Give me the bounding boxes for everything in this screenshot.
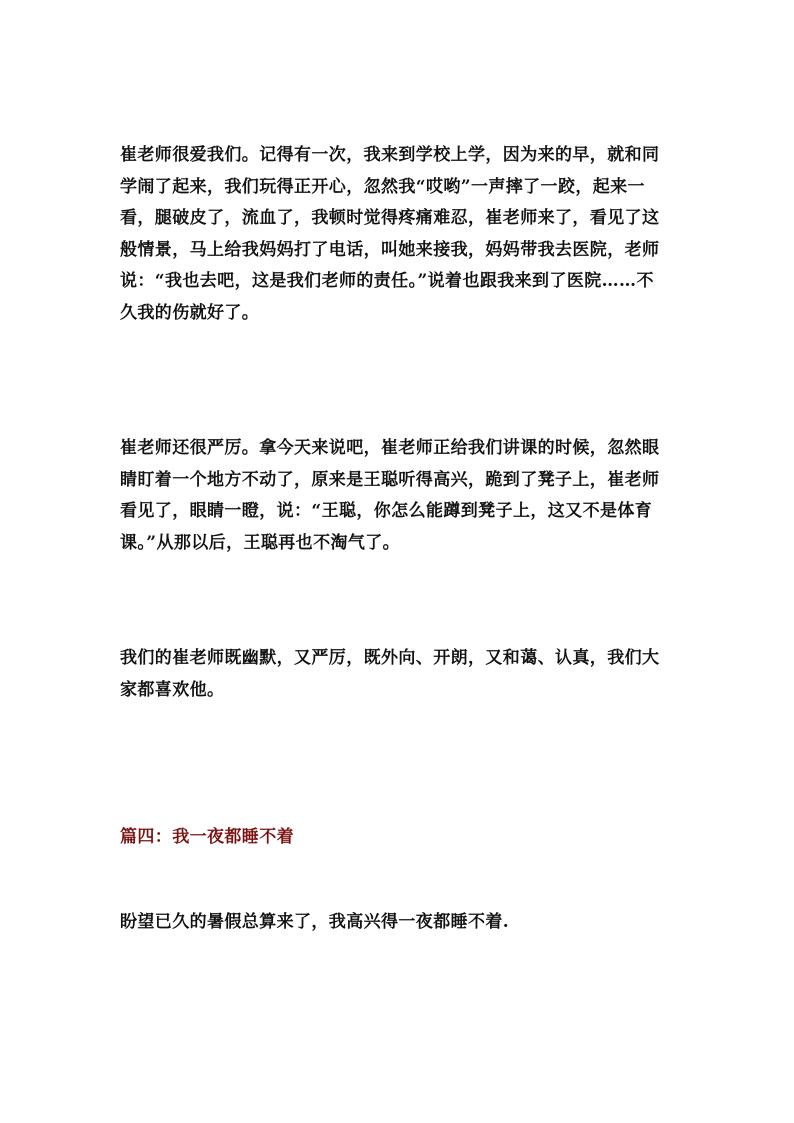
paragraph-summer-vacation: 盼望已久的暑假总算来了，我高兴得一夜都睡不着.	[120, 912, 510, 932]
paragraph-teacher-caring: 崔老师很爱我们。记得有一次，我来到学校上学，因为来的早，就和同学闹了起来，我们玩得正开心，忽然我“哎哟”一声摔了一跤，起来一看，腿破皮了，流血了，我顿时觉得疼痛难忍，崔老师来了，看见了这般情景，马上给我妈妈打了电话，叫她来接我，妈妈带我去医院，老师说：“我也去吧，这是我们老师的责任。”说着也跟我来到了医院……不久我的伤就好了。	[120, 145, 660, 323]
paragraph-teacher-strict: 崔老师还很严厉。拿今天来说吧，崔老师正给我们讲课的时候，忽然眼睛盯着一个地方不动了，原来是王聪听得高兴，跪到了凳子上，崔老师看见了，眼睛一瞪，说：“王聪，你怎么能蹲到凳子上，这又不是体育课。”从那以后，王聪再也不淘气了。	[120, 438, 660, 553]
paragraph-conclusion: 我们的崔老师既幽默，又严厉，既外向、开朗，又和蔼、认真，我们大家都喜欢他。	[120, 648, 660, 700]
section-heading: 篇四：我一夜都睡不着	[120, 827, 294, 847]
